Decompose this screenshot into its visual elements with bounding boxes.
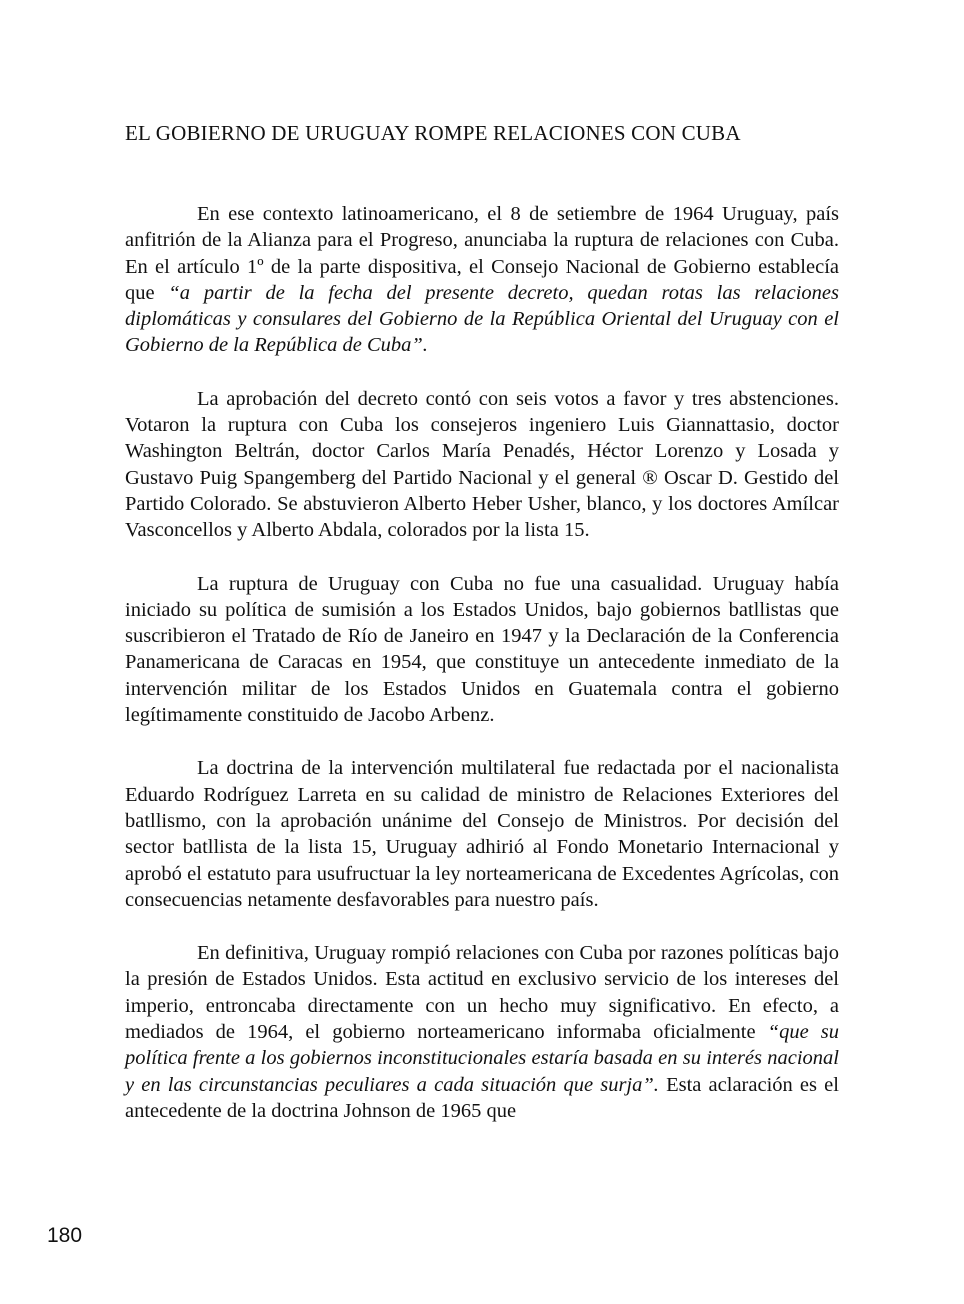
- paragraph-2: [125, 386, 839, 544]
- paragraph-4: [125, 755, 839, 913]
- paragraph-5-text: En definitiva, Uruguay rompió relaciones con Cuba por razones políticas bajo la presión de Estados Unidos. Esta actitud en exclusivo servicio de los intereses del imperio, entroncaba directamente con un hecho muy significativo. En efecto, a mediados de 1964, el gobierno norteamericano informaba oficialmente: [125, 942, 839, 1044]
- paragraph-1: [125, 201, 839, 359]
- paragraph-1-text: En ese contexto latinoamericano, el 8 de setiembre de 1964 Uruguay, país anfitrión de la Alianza para el Progreso, anunciaba la ruptura de relaciones con Cuba. En el artículo 1º de la parte dispositiva, el Consejo Nacional de Gobierno establecía que: [125, 203, 839, 304]
- body-text: [125, 201, 839, 1151]
- paragraph-1-quote: “a partir de la fecha del presente decreto, quedan rotas las relaciones diplomáticas y consulares del Gobierno de la República Oriental del Uruguay con el Gobierno de la República de Cuba”.: [125, 281, 840, 357]
- paragraph-2-text: La aprobación del decreto contó con seis votos a favor y tres abstenciones. Votaron la ruptura con Cuba los consejeros ingeniero Luis Giannattasio, doctor Washington Beltrán, doctor Carlos María Penadés, Héctor Lorenzo y Losada y Gustavo Puig Spangemberg del Partido Nacional y el general ® Oscar D. Gestido del Partido Colorado. Se abstuvieron Alberto Heber Usher, blanco, y los doctores Amílcar Vasconcellos y Alberto Abdala, colorados por la lista 15.: [125, 387, 839, 542]
- paragraph-3: [125, 571, 839, 729]
- section-heading: EL GOBIERNO DE URUGUAY ROMPE RELACIONES CON CUBA: [125, 121, 741, 145]
- paragraph-5-quote: “que su política frente a los gobiernos inconstitucionales estaría basada en su interés nacional y en las circunstancias peculiares a cada situación que surja”.: [125, 1021, 839, 1096]
- page-number: 180: [47, 1224, 83, 1247]
- paragraph-5: [125, 940, 839, 1124]
- paragraph-3-text: La ruptura de Uruguay con Cuba no fue una casualidad. Uruguay había iniciado su política de sumisión a los Estados Unidos, bajo gobiernos batllistas que suscribieron el Tratado de Río de Janeiro en 1947 y la Declaración de la Conferencia Panamericana de Caracas en 1954, que constituye un antecedente inmediato de la intervención militar de los Estados Unidos en Guatemala contra el gobierno legítimamente constituido de Jacobo Arbenz.: [125, 572, 839, 727]
- paragraph-4-text: La doctrina de la intervención multilateral fue redactada por el nacionalista Eduardo Rodríguez Larreta en su calidad de ministro de Relaciones Exteriores del batllismo, con la aprobación unánime del Consejo de Ministros. Por decisión del sector batllista de la lista 15, Uruguay adhirió al Fondo Monetario Internacional y aprobó el estatuto para usufructuar la ley norteamericana de Excedentes Agrícolas, con consecuencias netamente desfavorables para nuestro país.: [125, 757, 839, 911]
- paragraph-5-text-after: Esta aclaración es el antecedente de la doctrina Johnson de 1965 que: [125, 1073, 839, 1122]
